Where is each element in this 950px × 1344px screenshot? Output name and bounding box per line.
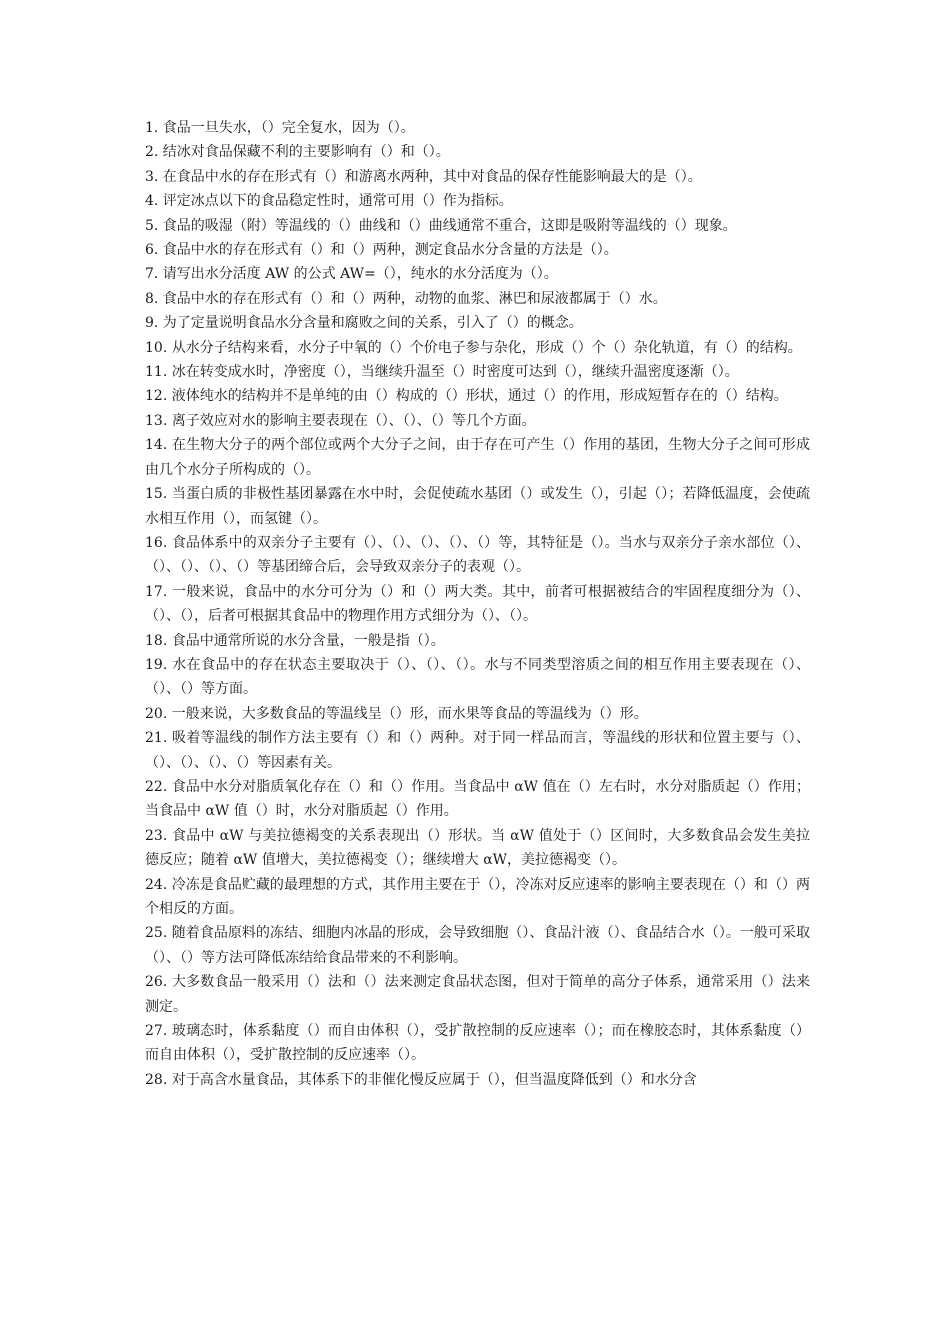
question-23: 23. 食品中 αW 与美拉德褐变的关系表现出（）形状。当 αW 值处于（）区间时，大多数食品会发生美拉德反应；随着 αW 值增大，美拉德褐变（）；继续增大 αW，美拉德褐变（）。 xyxy=(145,827,810,869)
question-16: 16. 食品体系中的双亲分子主要有（）、（）、（）、（）、（）等，其特征是（）。当水与双亲分子亲水部位（）、（）、（）、（）、（）等基团缔合后，会导致双亲分子的表观（）。 xyxy=(145,534,810,576)
question-4: 4. 评定冰点以下的食品稳定性时，通常可用（）作为指标。 xyxy=(145,193,513,210)
question-6: 6. 食品中水的存在形式有（）和（）两种，测定食品水分含量的方法是（）。 xyxy=(145,242,618,259)
question-20: 20. 一般来说，大多数食品的等温线呈（）形，而水果等食品的等温线为（）形。 xyxy=(145,705,648,722)
question-10: 10. 从水分子结构来看，水分子中氧的（）个价电子参与杂化，形成（）个（）杂化轨道，有（）的结构。 xyxy=(145,339,802,356)
question-13: 13. 离子效应对水的影响主要表现在（）、（）、（）等几个方面。 xyxy=(145,412,536,429)
question-5: 5. 食品的吸湿（附）等温线的（）曲线和（）曲线通常不重合，这即是吸附等温线的（）现象。 xyxy=(145,217,737,234)
question-28: 28. 对于高含水量食品，其体系下的非催化慢反应属于（），但当温度降低到（）和水分含 xyxy=(145,1071,697,1088)
question-7: 7. 请写出水分活度 AW 的公式 AW=（），纯水的水分活度为（）。 xyxy=(145,266,558,283)
question-14: 14. 在生物大分子的两个部位或两个大分子之间，由于存在可产生（）作用的基团，生物大分子之间可形成由几个水分子所构成的（）。 xyxy=(145,437,810,478)
question-12: 12. 液体纯水的结构并不是单纯的由（）构成的（）形状，通过（）的作用，形成短暂存在的（）结构。 xyxy=(145,388,788,405)
question-2: 2. 结冰对食品保藏不利的主要影响有（）和（）。 xyxy=(145,144,450,161)
question-11: 11. 冰在转变成水时，净密度（），当继续升温至（）时密度可达到（），继续升温密度逐渐（）。 xyxy=(145,364,739,381)
question-22: 22. 食品中水分对脂质氧化存在（）和（）作用。当食品中 αW 值在（）左右时，水分对脂质起（）作用；当食品中 αW 值（）时，水分对脂质起（）作用。 xyxy=(145,778,810,820)
question-26: 26. 大多数食品一般采用（）法和（）法来测定食品状态图，但对于简单的高分子体系，通常采用（）法来测定。 xyxy=(145,974,810,1015)
question-27: 27. 玻璃态时，体系黏度（）而自由体积（），受扩散控制的反应速率（）；而在橡胶态时，其体系黏度（）而自由体积（），受扩散控制的反应速率（）。 xyxy=(145,1023,810,1064)
question-9: 9. 为了定量说明食品水分含量和腐败之间的关系，引入了（）的概念。 xyxy=(145,315,583,332)
question-1: 1. 食品一旦失水，（）完全复水，因为（）。 xyxy=(145,120,415,136)
question-8: 8. 食品中水的存在形式有（）和（）两种，动物的血浆、淋巴和尿液都属于（）水。 xyxy=(145,290,667,307)
question-17: 17. 一般来说，食品中的水分可分为（）和（）两大类。其中，前者可根据被结合的牢固程度细分为（）、（）、（），后者可根据其食品中的物理作用方式细分为（）、（）。 xyxy=(145,583,810,625)
question-25: 25. 随着食品原料的冻结、细胞内冰晶的形成，会导致细胞（）、食品汁液（）、食品结合水（）。一般可采取（）、（）等方法可降低冻结给食品带来的不利影响。 xyxy=(145,925,810,966)
question-3: 3. 在食品中水的存在形式有（）和游离水两种，其中对食品的保存性能影响最大的是（）。 xyxy=(145,168,702,185)
question-15: 15. 当蛋白质的非极性基团暴露在水中时，会促使疏水基团（）或发生（），引起（）；若降低温度，会使疏水相互作用（），而氢键（）。 xyxy=(145,486,810,527)
question-19: 19. 水在食品中的存在状态主要取决于（）、（）、（）。水与不同类型溶质之间的相互作用主要表现在（）、（）、（）等方面。 xyxy=(145,656,810,698)
document-body xyxy=(145,116,810,1092)
question-18: 18. 食品中通常所说的水分含量，一般是指（）。 xyxy=(145,632,445,649)
question-24: 24. 冷冻是食品贮藏的最理想的方式，其作用主要在于（），冷冻对反应速率的影响主要表现在（）和（）两个相反的方面。 xyxy=(145,876,810,917)
question-21: 21. 吸着等温线的制作方法主要有（）和（）两种。对于同一样品而言，等温线的形状和位置主要与（）、（）、（）、（）、（）等因素有关。 xyxy=(145,730,810,771)
